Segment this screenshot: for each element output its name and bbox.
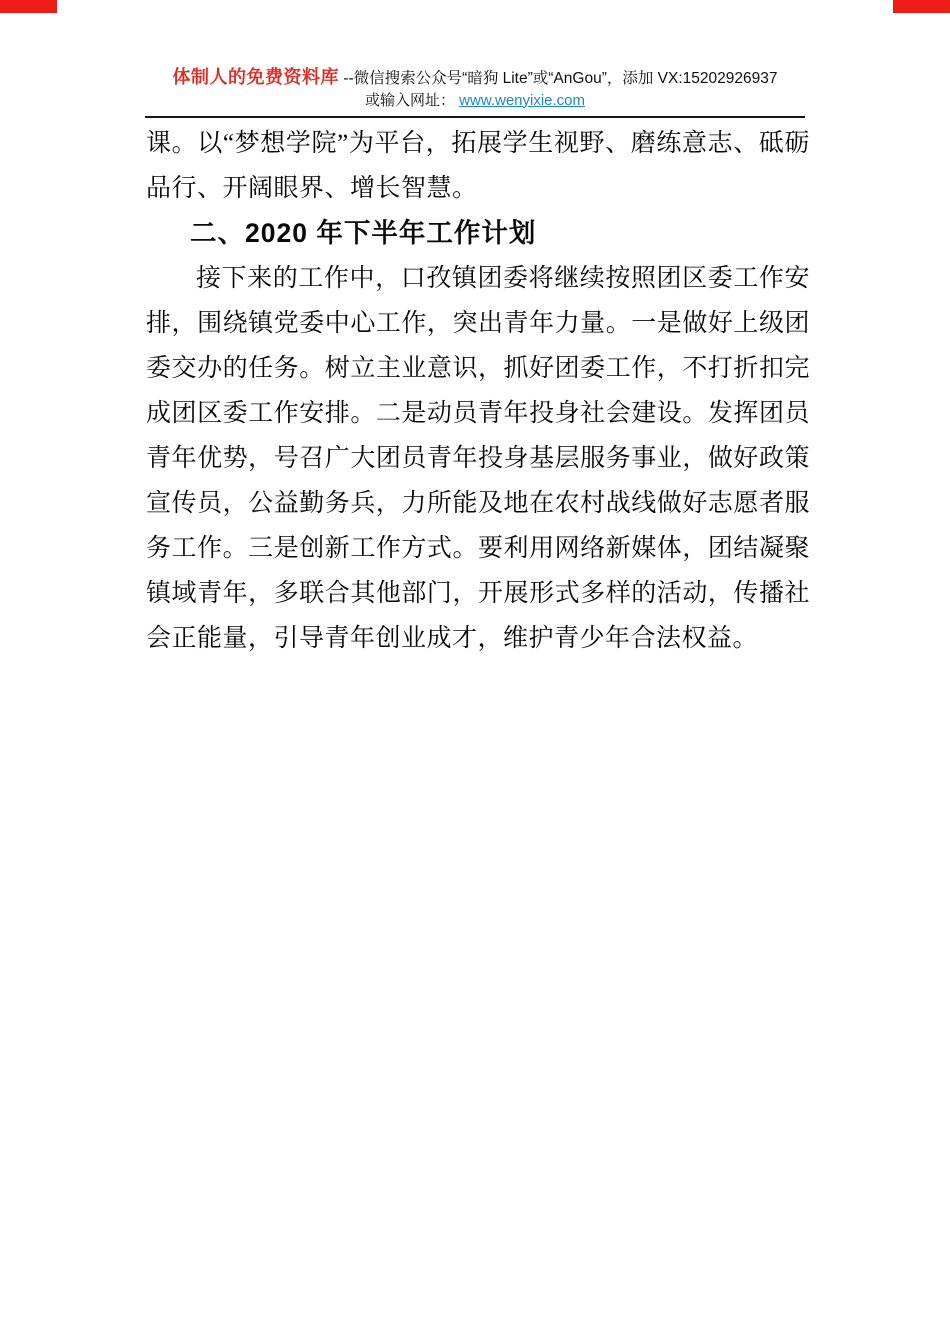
website-link[interactable]: www.wenyixie.com: [459, 91, 586, 109]
corner-marker-left: [0, 0, 57, 13]
promo-header: [0, 0, 950, 118]
promo-header-line2: [0, 92, 950, 111]
section-heading: 二、2020 年下半年工作计划: [190, 218, 537, 248]
promo-header-line1: [0, 66, 950, 89]
url-prefix-label: 或输入网址：: [364, 91, 455, 109]
corner-marker-right: [893, 0, 950, 13]
header-divider: [145, 116, 805, 118]
paragraph-tail: 课。以“梦想学院”为平台，拓展学生视野、磨练意志、砥砺品行、开阔眼界、增长智慧。: [146, 130, 810, 202]
promo-text: --微信搜索公众号“暗狗 Lite”或“AnGou”，添加 VX:15202926937: [343, 70, 778, 87]
brand-label: 体制人的免费资料库: [172, 67, 340, 87]
document-body: [146, 121, 810, 661]
main-paragraph: 接下来的工作中，口孜镇团委将继续按照团区委工作安排，围绕镇党委中心工作，突出青年力量。一是做好上级团委交办的任务。树立主业意识，抓好团委工作，不打折扣完成团区委工作安排。二是动员青年投身社会建设。发挥团员青年优势，号召广大团员青年投身基层服务事业，做好政策宣传员，公益勤务兵，力所能及地在农村战线做好志愿者服务工作。三是创新工作方式。要利用网络新媒体，团结凝聚镇域青年，多联合其他部门，开展形式多样的活动，传播社会正能量，引导青年创业成才，维护青少年合法权益。: [146, 265, 810, 652]
